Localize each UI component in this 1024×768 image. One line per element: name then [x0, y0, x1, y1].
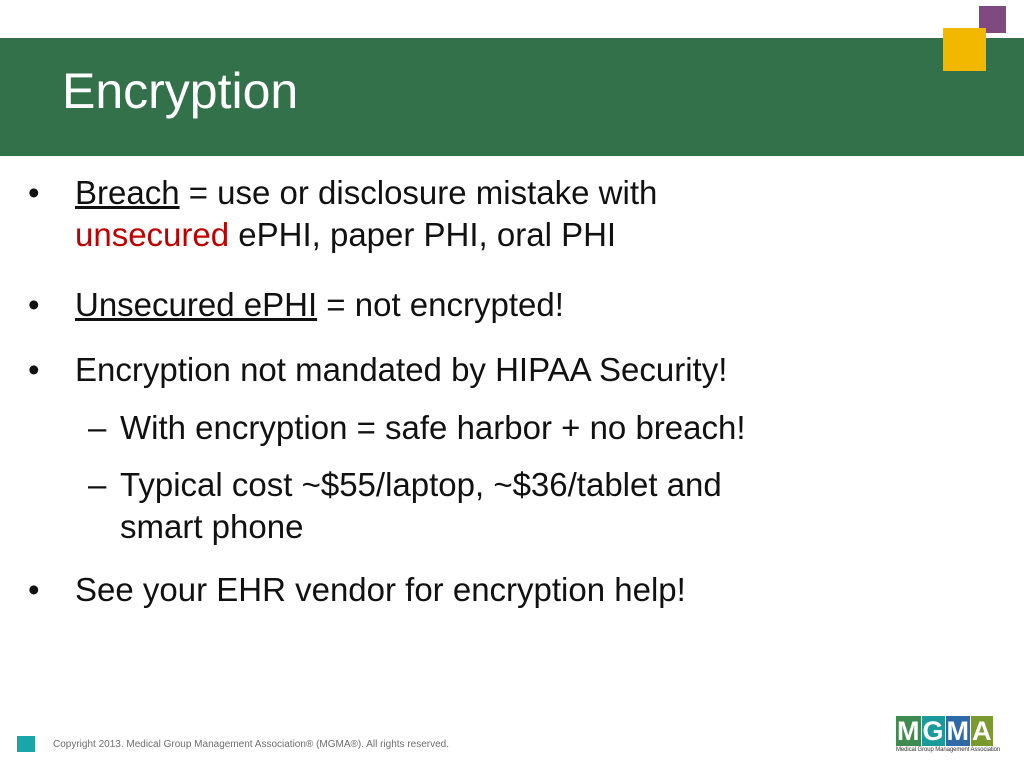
term-unsecured: unsecured	[75, 216, 230, 253]
bullet-marker: •	[28, 174, 40, 211]
bullet-text	[75, 172, 835, 256]
slide-title: Encryption	[62, 63, 299, 119]
bullet-marker: •	[28, 351, 40, 388]
bullet-marker: •	[28, 286, 40, 323]
bullet-text-segment: Typical cost ~$55/laptop, ~$36/tablet and	[120, 466, 722, 503]
copyright-text: Copyright 2013. Medical Group Management Association® (MGMA®). All rights reserved.	[53, 739, 450, 750]
term-unsecured-ephi: Unsecured ePHI	[75, 286, 318, 323]
bullet-text-segment: = not encrypted!	[317, 286, 564, 323]
logo-letter: M	[946, 716, 970, 746]
bullet-text	[75, 284, 835, 326]
bullet-text-segment: smart phone	[120, 508, 304, 545]
bullet-text: Encryption not mandated by HIPAA Security!	[75, 351, 728, 388]
bullet-text: With encryption = safe harbor + no breach!	[120, 409, 746, 446]
logo-wordmark	[896, 716, 994, 746]
bullet-text-segment: ePHI, paper PHI, oral PHI	[229, 216, 617, 253]
bullet-text-segment: = use or disclosure mistake with	[179, 174, 658, 211]
logo-letter: M	[897, 716, 920, 746]
logo-tagline: Medical Group Management Association	[896, 747, 1001, 753]
logo-letter: G	[922, 716, 944, 746]
bullet-text	[120, 464, 880, 548]
bullet-text: See your EHR vendor for encryption help!	[75, 571, 686, 608]
dash-marker: –	[88, 466, 107, 503]
bullet-marker: •	[28, 571, 40, 608]
mgma-logo	[896, 716, 1006, 756]
term-breach: Breach	[75, 174, 180, 211]
logo-letter: A	[972, 716, 992, 746]
footer-square	[17, 736, 35, 752]
dash-marker: –	[88, 409, 107, 446]
